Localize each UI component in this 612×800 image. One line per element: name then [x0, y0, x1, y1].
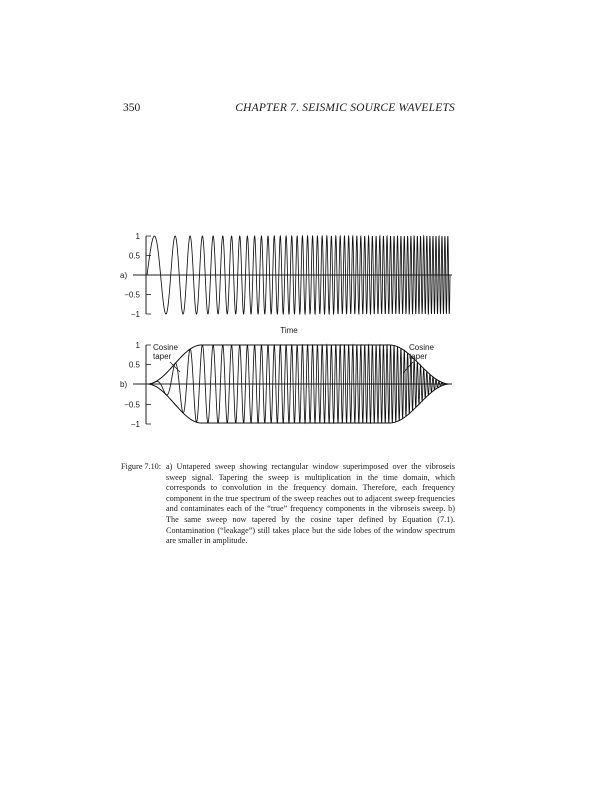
panel-b-tick-1: 1: [135, 341, 140, 350]
panel-a-tick-neg-0-5: −0.5: [124, 290, 140, 300]
panel-a: [120, 232, 452, 319]
x-axis-label: Time: [280, 326, 298, 335]
panel-b-tick-0-5: 0.5: [128, 360, 140, 370]
caption-text: a) Untapered sweep showing rectangular window superimposed over the vibroseis sweep signal. Tapering the sweep is multiplication in the time domain, which corresponds to convolution in the frequency domain. Therefore, each frequency component in the true spectrum of the sweep reaches out to adjacent sweep frequencies and contaminates each of the “true” frequency components in the vibroseis sweep. b) The same sweep now tapered by the cosine taper defined by Equation (7.1). Contamination (“leakage”) still takes place but the side lobes of the window spectrum are smaller in amplitude.: [166, 462, 455, 546]
right-taper-annotation-line1: Cosine: [409, 343, 434, 352]
right-taper-annotation-line2: taper: [409, 352, 428, 361]
panel-b: [120, 341, 452, 429]
left-taper-annotation-line2: taper: [153, 352, 172, 361]
panel-b-tick-neg-1: −1: [130, 420, 140, 429]
panel-a-tick-0-5: 0.5: [128, 251, 140, 261]
panel-b-tick-neg-0-5: −0.5: [124, 400, 140, 410]
page-number: 350: [123, 102, 141, 114]
figure-caption: [121, 462, 455, 547]
panel-a-tick-1: 1: [135, 232, 140, 241]
left-taper-annotation-line1: Cosine: [153, 343, 178, 352]
caption-label: Figure 7.10:: [121, 462, 162, 471]
panel-a-tick-neg-1: −1: [130, 310, 140, 319]
running-head: CHAPTER 7. SEISMIC SOURCE WAVELETS: [235, 102, 455, 114]
panel-b-label: b): [120, 380, 128, 389]
panel-a-label: a): [120, 271, 128, 280]
